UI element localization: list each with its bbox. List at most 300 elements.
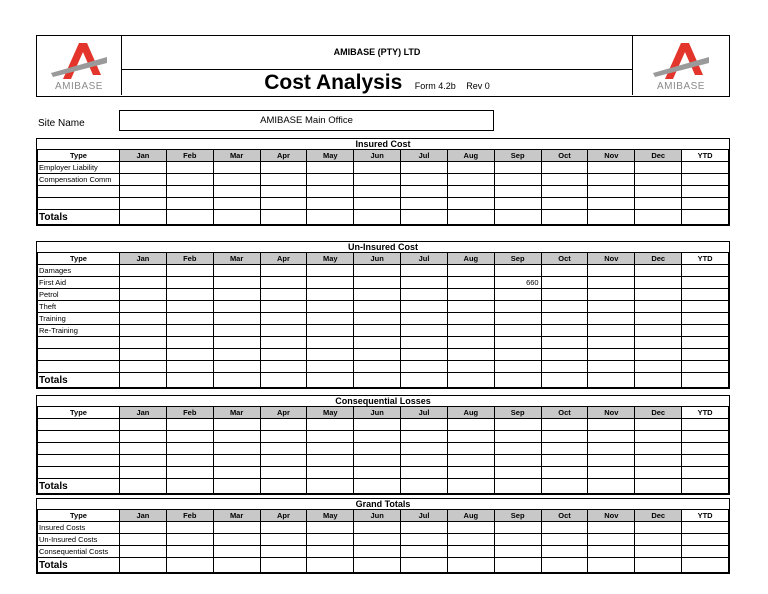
- cost-cell-oct[interactable]: [541, 198, 588, 210]
- column-header-sep: Sep: [494, 150, 541, 162]
- total-cell-aug: [447, 210, 494, 225]
- cost-cell-may[interactable]: [307, 313, 354, 325]
- cost-cell-may[interactable]: [307, 349, 354, 361]
- cost-cell-ytd[interactable]: [682, 455, 729, 467]
- cost-cell-dec[interactable]: [635, 186, 682, 198]
- cost-cell-sep[interactable]: [494, 361, 541, 373]
- site-name-field[interactable]: AMIBASE Main Office: [119, 110, 494, 131]
- cost-cell-mar[interactable]: [213, 455, 260, 467]
- cost-cell-may[interactable]: [307, 325, 354, 337]
- column-header-oct: Oct: [541, 253, 588, 265]
- cost-cell-ytd[interactable]: [682, 289, 729, 301]
- cost-cell-sep[interactable]: [494, 522, 541, 534]
- cost-cell-apr[interactable]: [260, 174, 307, 186]
- cost-cell-aug[interactable]: [447, 313, 494, 325]
- cost-cell-nov[interactable]: [588, 265, 635, 277]
- cost-cell-aug[interactable]: [447, 198, 494, 210]
- cost-cell-nov[interactable]: [588, 522, 635, 534]
- cost-cell-nov[interactable]: [588, 467, 635, 479]
- cost-cell-mar[interactable]: [213, 467, 260, 479]
- cost-cell-dec[interactable]: [635, 337, 682, 349]
- cost-cell-jul[interactable]: [401, 419, 448, 431]
- column-header-row: [38, 510, 729, 522]
- cost-cell-nov[interactable]: [588, 198, 635, 210]
- cost-cell-dec[interactable]: [635, 301, 682, 313]
- cost-cell-jan[interactable]: [120, 186, 167, 198]
- cost-cell-jan[interactable]: [120, 534, 167, 546]
- cost-cell-aug[interactable]: [447, 277, 494, 289]
- cost-cell-oct[interactable]: [541, 174, 588, 186]
- cost-cell-aug[interactable]: [447, 265, 494, 277]
- column-header-feb: Feb: [166, 150, 213, 162]
- cost-cell-oct[interactable]: [541, 301, 588, 313]
- cost-cell-feb[interactable]: [166, 198, 213, 210]
- cost-cell-sep[interactable]: [494, 198, 541, 210]
- cost-cell-feb[interactable]: [166, 522, 213, 534]
- cost-cell-mar[interactable]: [213, 265, 260, 277]
- cost-cell-jul[interactable]: [401, 443, 448, 455]
- cost-cell-jun[interactable]: [354, 198, 401, 210]
- cost-cell-dec[interactable]: [635, 313, 682, 325]
- cost-cell-aug[interactable]: [447, 443, 494, 455]
- cost-cell-dec[interactable]: [635, 455, 682, 467]
- cost-cell-jan[interactable]: [120, 265, 167, 277]
- cost-cell-jun[interactable]: [354, 349, 401, 361]
- cost-cell-jul[interactable]: [401, 289, 448, 301]
- cost-cell-jul[interactable]: [401, 313, 448, 325]
- cost-cell-feb[interactable]: [166, 455, 213, 467]
- cost-cell-jan[interactable]: [120, 431, 167, 443]
- cost-cell-ytd[interactable]: [682, 313, 729, 325]
- cost-cell-may[interactable]: [307, 455, 354, 467]
- cost-cell-ytd[interactable]: [682, 361, 729, 373]
- cost-cell-feb[interactable]: [166, 349, 213, 361]
- cost-cell-nov[interactable]: [588, 534, 635, 546]
- cost-cell-apr[interactable]: [260, 467, 307, 479]
- cost-cell-ytd[interactable]: [682, 534, 729, 546]
- column-header-aug: Aug: [447, 510, 494, 522]
- cost-cell-apr[interactable]: [260, 265, 307, 277]
- cost-cell-oct[interactable]: [541, 289, 588, 301]
- cost-cell-dec[interactable]: [635, 431, 682, 443]
- cost-cell-may[interactable]: [307, 301, 354, 313]
- cost-cell-ytd[interactable]: [682, 162, 729, 174]
- cost-cell-jul[interactable]: [401, 186, 448, 198]
- cost-cell-oct[interactable]: [541, 534, 588, 546]
- cost-cell-ytd[interactable]: [682, 522, 729, 534]
- cost-cell-jul[interactable]: [401, 546, 448, 558]
- cost-cell-jul[interactable]: [401, 174, 448, 186]
- cost-cell-mar[interactable]: [213, 349, 260, 361]
- table-row: [38, 419, 729, 431]
- cost-cell-apr[interactable]: [260, 289, 307, 301]
- cost-cell-dec[interactable]: [635, 534, 682, 546]
- cost-cell-jun[interactable]: [354, 265, 401, 277]
- cost-cell-nov[interactable]: [588, 313, 635, 325]
- cost-cell-ytd[interactable]: [682, 174, 729, 186]
- cost-cell-jan[interactable]: [120, 289, 167, 301]
- cost-cell-dec[interactable]: [635, 174, 682, 186]
- cost-cell-jul[interactable]: [401, 162, 448, 174]
- cost-cell-nov[interactable]: [588, 337, 635, 349]
- cost-cell-may[interactable]: [307, 186, 354, 198]
- cost-cell-oct[interactable]: [541, 337, 588, 349]
- cost-cell-jan[interactable]: [120, 162, 167, 174]
- cost-cell-sep[interactable]: [494, 419, 541, 431]
- column-header-row: [38, 407, 729, 419]
- cost-cell-oct[interactable]: [541, 455, 588, 467]
- cost-cell-jul[interactable]: [401, 349, 448, 361]
- cost-cell-aug[interactable]: [447, 467, 494, 479]
- cost-cell-sep[interactable]: [494, 174, 541, 186]
- cost-cell-sep[interactable]: [494, 455, 541, 467]
- cost-cell-oct[interactable]: [541, 186, 588, 198]
- cost-cell-oct[interactable]: [541, 443, 588, 455]
- cost-cell-aug[interactable]: [447, 174, 494, 186]
- cost-cell-may[interactable]: [307, 361, 354, 373]
- cost-cell-jul[interactable]: [401, 325, 448, 337]
- column-header-type: Type: [38, 510, 120, 522]
- cost-cell-nov[interactable]: [588, 546, 635, 558]
- cost-cell-nov[interactable]: [588, 277, 635, 289]
- cost-cell-nov[interactable]: [588, 443, 635, 455]
- cost-cell-may[interactable]: [307, 277, 354, 289]
- cost-cell-mar[interactable]: [213, 174, 260, 186]
- cost-cell-may[interactable]: [307, 546, 354, 558]
- cost-cell-sep[interactable]: [494, 467, 541, 479]
- cost-cell-jan[interactable]: [120, 522, 167, 534]
- cost-cell-ytd[interactable]: [682, 277, 729, 289]
- cost-cell-apr[interactable]: [260, 325, 307, 337]
- cost-cell-aug[interactable]: [447, 162, 494, 174]
- cost-cell-feb[interactable]: [166, 431, 213, 443]
- cost-cell-jun[interactable]: [354, 325, 401, 337]
- column-header-oct: Oct: [541, 510, 588, 522]
- cost-cell-dec[interactable]: [635, 198, 682, 210]
- cost-cell-feb[interactable]: [166, 361, 213, 373]
- cost-cell-may[interactable]: [307, 174, 354, 186]
- cost-cell-ytd[interactable]: [682, 349, 729, 361]
- company-logo-left: [37, 36, 122, 95]
- cost-cell-feb[interactable]: [166, 277, 213, 289]
- cost-cell-oct[interactable]: [541, 431, 588, 443]
- cost-cell-ytd[interactable]: [682, 431, 729, 443]
- cost-cell-mar[interactable]: [213, 313, 260, 325]
- cost-cell-aug[interactable]: [447, 431, 494, 443]
- cost-cell-ytd[interactable]: [682, 337, 729, 349]
- cost-cell-oct[interactable]: [541, 325, 588, 337]
- cost-cell-may[interactable]: [307, 419, 354, 431]
- cost-cell-apr[interactable]: [260, 313, 307, 325]
- cost-cell-aug[interactable]: [447, 289, 494, 301]
- cost-cell-jun[interactable]: [354, 443, 401, 455]
- cost-cell-feb[interactable]: [166, 546, 213, 558]
- column-header-oct: Oct: [541, 150, 588, 162]
- cost-cell-nov[interactable]: [588, 455, 635, 467]
- cost-cell-jun[interactable]: [354, 361, 401, 373]
- cost-cell-apr[interactable]: [260, 546, 307, 558]
- cost-cell-oct[interactable]: [541, 349, 588, 361]
- cost-cell-mar[interactable]: [213, 198, 260, 210]
- cost-cell-sep[interactable]: [494, 431, 541, 443]
- cost-cell-ytd[interactable]: [682, 198, 729, 210]
- cost-cell-apr[interactable]: [260, 301, 307, 313]
- cost-cell-may[interactable]: [307, 289, 354, 301]
- cost-cell-jan[interactable]: [120, 455, 167, 467]
- cost-cell-ytd[interactable]: [682, 325, 729, 337]
- cost-cell-apr[interactable]: [260, 277, 307, 289]
- cost-cell-mar[interactable]: [213, 289, 260, 301]
- cost-cell-oct[interactable]: [541, 265, 588, 277]
- cost-cell-jan[interactable]: [120, 301, 167, 313]
- cost-cell-mar[interactable]: [213, 443, 260, 455]
- cost-cell-feb[interactable]: [166, 162, 213, 174]
- cost-cell-may[interactable]: [307, 198, 354, 210]
- cost-cell-jan[interactable]: [120, 337, 167, 349]
- cost-cell-may[interactable]: [307, 265, 354, 277]
- cost-cell-apr[interactable]: [260, 443, 307, 455]
- cost-cell-jun[interactable]: [354, 301, 401, 313]
- cost-cell-apr[interactable]: [260, 337, 307, 349]
- cost-cell-may[interactable]: [307, 162, 354, 174]
- table-row: [38, 361, 729, 373]
- cost-cell-may[interactable]: [307, 431, 354, 443]
- cost-cell-nov[interactable]: [588, 186, 635, 198]
- cost-cell-sep[interactable]: [494, 534, 541, 546]
- cost-cell-jan[interactable]: [120, 198, 167, 210]
- cost-cell-nov[interactable]: [588, 301, 635, 313]
- cost-cell-sep[interactable]: [494, 289, 541, 301]
- cost-cell-sep[interactable]: [494, 325, 541, 337]
- cost-cell-jun[interactable]: [354, 186, 401, 198]
- total-cell-jan: [120, 479, 167, 494]
- cost-cell-sep[interactable]: [494, 337, 541, 349]
- cost-cell-dec[interactable]: [635, 522, 682, 534]
- cost-cell-feb[interactable]: [166, 174, 213, 186]
- cost-cell-dec[interactable]: [635, 277, 682, 289]
- cost-cell-jun[interactable]: [354, 289, 401, 301]
- cost-cell-apr[interactable]: [260, 349, 307, 361]
- cost-cell-aug[interactable]: [447, 325, 494, 337]
- cost-cell-dec[interactable]: [635, 546, 682, 558]
- cost-cell-aug[interactable]: [447, 337, 494, 349]
- cost-cell-jan[interactable]: [120, 325, 167, 337]
- cost-cell-jun[interactable]: [354, 337, 401, 349]
- cost-cell-jul[interactable]: [401, 455, 448, 467]
- cost-cell-mar[interactable]: [213, 337, 260, 349]
- cost-cell-jan[interactable]: [120, 174, 167, 186]
- cost-cell-jun[interactable]: [354, 162, 401, 174]
- table-row: [38, 431, 729, 443]
- cost-cell-jan[interactable]: [120, 546, 167, 558]
- cost-cell-jan[interactable]: [120, 419, 167, 431]
- cost-cell-feb[interactable]: [166, 265, 213, 277]
- cost-cell-nov[interactable]: [588, 361, 635, 373]
- cost-cell-oct[interactable]: [541, 313, 588, 325]
- cost-cell-sep[interactable]: [494, 265, 541, 277]
- cost-cell-nov[interactable]: [588, 162, 635, 174]
- cost-cell-jan[interactable]: [120, 443, 167, 455]
- cost-cell-feb[interactable]: [166, 289, 213, 301]
- cost-cell-apr[interactable]: [260, 534, 307, 546]
- cost-cell-feb[interactable]: [166, 443, 213, 455]
- cost-cell-jul[interactable]: [401, 431, 448, 443]
- cost-cell-jul[interactable]: [401, 361, 448, 373]
- cost-cell-mar[interactable]: [213, 361, 260, 373]
- column-header-apr: Apr: [260, 407, 307, 419]
- cost-cell-jan[interactable]: [120, 313, 167, 325]
- cost-cell-apr[interactable]: [260, 162, 307, 174]
- cost-cell-jul[interactable]: [401, 301, 448, 313]
- cost-cell-mar[interactable]: [213, 431, 260, 443]
- cost-cell-nov[interactable]: [588, 289, 635, 301]
- cost-cell-dec[interactable]: [635, 349, 682, 361]
- cost-cell-dec[interactable]: [635, 289, 682, 301]
- cost-cell-aug[interactable]: [447, 301, 494, 313]
- cost-cell-sep[interactable]: [494, 301, 541, 313]
- cost-cell-dec[interactable]: [635, 325, 682, 337]
- cost-cell-ytd[interactable]: [682, 419, 729, 431]
- cost-cell-aug[interactable]: [447, 419, 494, 431]
- cost-cell-jan[interactable]: [120, 277, 167, 289]
- cost-cell-may[interactable]: [307, 467, 354, 479]
- cost-cell-jul[interactable]: [401, 265, 448, 277]
- cost-cell-ytd[interactable]: [682, 467, 729, 479]
- cost-cell-jun[interactable]: [354, 455, 401, 467]
- row-label: [38, 186, 120, 198]
- cost-cell-mar[interactable]: [213, 534, 260, 546]
- cost-cell-apr[interactable]: [260, 186, 307, 198]
- cost-cell-oct[interactable]: [541, 546, 588, 558]
- cost-cell-may[interactable]: [307, 534, 354, 546]
- cost-cell-sep[interactable]: 660: [494, 277, 541, 289]
- cost-cell-sep[interactable]: [494, 186, 541, 198]
- cost-cell-feb[interactable]: [166, 325, 213, 337]
- cost-cell-jul[interactable]: [401, 277, 448, 289]
- cost-cell-jul[interactable]: [401, 467, 448, 479]
- cost-cell-jun[interactable]: [354, 419, 401, 431]
- cost-cell-mar[interactable]: [213, 186, 260, 198]
- cost-cell-dec[interactable]: [635, 361, 682, 373]
- cost-cell-jun[interactable]: [354, 313, 401, 325]
- cost-cell-ytd[interactable]: [682, 265, 729, 277]
- cost-cell-oct[interactable]: [541, 522, 588, 534]
- cost-cell-jan[interactable]: [120, 349, 167, 361]
- cost-cell-mar[interactable]: [213, 546, 260, 558]
- cost-cell-aug[interactable]: [447, 546, 494, 558]
- cost-cell-jul[interactable]: [401, 534, 448, 546]
- cost-cell-mar[interactable]: [213, 162, 260, 174]
- cost-cell-oct[interactable]: [541, 277, 588, 289]
- cost-cell-feb[interactable]: [166, 186, 213, 198]
- column-header-jan: Jan: [120, 150, 167, 162]
- cost-cell-jul[interactable]: [401, 198, 448, 210]
- cost-cell-dec[interactable]: [635, 467, 682, 479]
- cost-cell-jan[interactable]: [120, 361, 167, 373]
- total-cell-sep: [494, 558, 541, 573]
- row-label: Consequential Costs: [38, 546, 120, 558]
- cost-cell-mar[interactable]: [213, 419, 260, 431]
- cost-cell-mar[interactable]: [213, 522, 260, 534]
- cost-cell-feb[interactable]: [166, 467, 213, 479]
- cost-cell-sep[interactable]: [494, 162, 541, 174]
- cost-cell-oct[interactable]: [541, 361, 588, 373]
- amibase-logo-icon: [651, 39, 711, 79]
- cost-cell-feb[interactable]: [166, 337, 213, 349]
- cost-cell-sep[interactable]: [494, 546, 541, 558]
- cost-cell-ytd[interactable]: [682, 443, 729, 455]
- cost-cell-aug[interactable]: [447, 361, 494, 373]
- cost-cell-sep[interactable]: [494, 443, 541, 455]
- cost-cell-aug[interactable]: [447, 349, 494, 361]
- cost-cell-apr[interactable]: [260, 522, 307, 534]
- cost-cell-mar[interactable]: [213, 325, 260, 337]
- cost-cell-aug[interactable]: [447, 186, 494, 198]
- cost-cell-jul[interactable]: [401, 522, 448, 534]
- cost-cell-may[interactable]: [307, 337, 354, 349]
- cost-cell-feb[interactable]: [166, 301, 213, 313]
- cost-cell-dec[interactable]: [635, 419, 682, 431]
- cost-cell-nov[interactable]: [588, 431, 635, 443]
- totals-label: Totals: [38, 210, 120, 225]
- cost-cell-feb[interactable]: [166, 419, 213, 431]
- cost-cell-sep[interactable]: [494, 313, 541, 325]
- cost-cell-jan[interactable]: [120, 467, 167, 479]
- cost-cell-mar[interactable]: [213, 277, 260, 289]
- cost-cell-mar[interactable]: [213, 301, 260, 313]
- cost-cell-jul[interactable]: [401, 337, 448, 349]
- cost-cell-jun[interactable]: [354, 174, 401, 186]
- cost-cell-may[interactable]: [307, 443, 354, 455]
- cost-cell-oct[interactable]: [541, 162, 588, 174]
- cost-cell-jun[interactable]: [354, 277, 401, 289]
- cost-cell-aug[interactable]: [447, 522, 494, 534]
- section-uninsured: [36, 241, 730, 389]
- cost-cell-jun[interactable]: [354, 546, 401, 558]
- cost-cell-apr[interactable]: [260, 361, 307, 373]
- cost-cell-jun[interactable]: [354, 534, 401, 546]
- cost-cell-ytd[interactable]: [682, 301, 729, 313]
- cost-cell-nov[interactable]: [588, 325, 635, 337]
- cost-cell-apr[interactable]: [260, 431, 307, 443]
- cost-cell-jun[interactable]: [354, 467, 401, 479]
- cost-cell-jun[interactable]: [354, 522, 401, 534]
- cost-cell-apr[interactable]: [260, 198, 307, 210]
- cost-cell-ytd[interactable]: [682, 186, 729, 198]
- cost-cell-nov[interactable]: [588, 174, 635, 186]
- cost-cell-ytd[interactable]: [682, 546, 729, 558]
- revision: Rev 0: [466, 81, 490, 91]
- column-header-jul: Jul: [401, 407, 448, 419]
- cost-cell-may[interactable]: [307, 522, 354, 534]
- column-header-ytd: YTD: [682, 510, 729, 522]
- cost-cell-nov[interactable]: [588, 419, 635, 431]
- cost-cell-oct[interactable]: [541, 467, 588, 479]
- cost-cell-jun[interactable]: [354, 431, 401, 443]
- cost-cell-dec[interactable]: [635, 265, 682, 277]
- cost-cell-nov[interactable]: [588, 349, 635, 361]
- cost-cell-aug[interactable]: [447, 455, 494, 467]
- cost-cell-sep[interactable]: [494, 349, 541, 361]
- cost-cell-feb[interactable]: [166, 534, 213, 546]
- cost-cell-dec[interactable]: [635, 443, 682, 455]
- cost-cell-feb[interactable]: [166, 313, 213, 325]
- cost-cell-oct[interactable]: [541, 419, 588, 431]
- cost-cell-dec[interactable]: [635, 162, 682, 174]
- cost-cell-apr[interactable]: [260, 455, 307, 467]
- cost-cell-aug[interactable]: [447, 534, 494, 546]
- cost-cell-apr[interactable]: [260, 419, 307, 431]
